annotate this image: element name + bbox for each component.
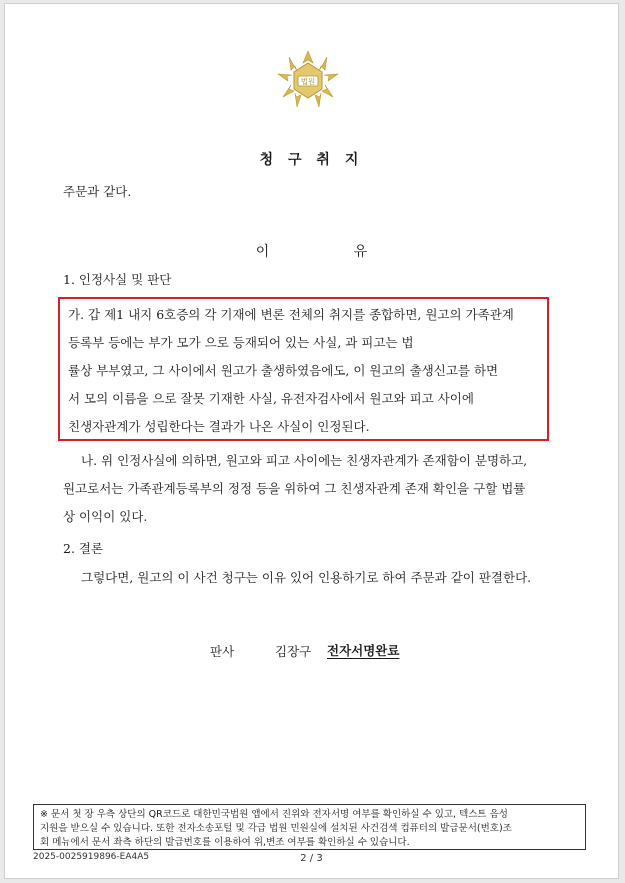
section-2-title: 2. 결론 — [63, 541, 104, 556]
highlighted-line: 등록부 등에는 부가 모가 으로 등재되어 있는 사실, 과 피고는 법 — [68, 335, 414, 350]
body-line: 상 이익이 있다. — [63, 509, 148, 524]
body-line: 나. 위 인정사실에 의하면, 원고와 피고 사이에는 친생자관계가 존재함이 분명하고, — [81, 453, 528, 468]
body-line: 원고로서는 가족관계등록부의 정정 등을 위하여 그 친생자관계 존재 확인을 구할 법률 — [63, 481, 526, 496]
e-signature-status: 전자서명완료 — [327, 643, 400, 658]
highlighted-line: 서 모의 이름을 으로 잘못 기재한 사실, 유전자검사에서 원고와 피고 사이에 — [68, 391, 474, 406]
court-emblem-icon — [275, 49, 341, 111]
judge-name: 김장구 — [275, 644, 312, 659]
conclusion-text: 그렇다면, 원고의 이 사건 청구는 이유 있어 인용하기로 하여 주문과 같이 판결한다. — [81, 570, 532, 585]
claim-text: 주문과 같다. — [63, 184, 132, 199]
page-number: 2 / 3 — [300, 853, 323, 864]
highlighted-line: 가. 갑 제1 내지 6호증의 각 기재에 변론 전체의 취지를 종합하면, 원고의 가족관계 — [68, 307, 514, 322]
verification-notice — [33, 804, 586, 850]
section-1-title: 1. 인정사실 및 판단 — [63, 272, 172, 287]
reasons-title: 이 유 — [255, 244, 408, 260]
claim-title: 청 구 취 지 — [259, 152, 364, 168]
highlighted-line: 률상 부부였고, 그 사이에서 원고가 출생하였음에도, 이 원고의 출생신고를 하면 — [68, 363, 499, 378]
highlight-box — [58, 297, 549, 441]
notice-line: 회 메뉴에서 문서 좌측 하단의 발급번호를 이용하여 위,변조 여부를 확인하실 수 있습니다. — [40, 837, 410, 848]
judge-role: 판사 — [210, 644, 235, 659]
document-issue-number: 2025-0025919896-EA4A5 — [33, 852, 150, 862]
highlighted-line: 친생자관계가 성립한다는 결과가 나온 사실이 인정된다. — [68, 419, 370, 434]
notice-line: ※ 문서 첫 장 우측 상단의 QR코드로 대한민국법원 앱에서 진위와 전자서명 여부를 확인하실 수 있고, 텍스트 음성 — [40, 809, 508, 820]
notice-line: 지원을 받으실 수 있습니다. 또한 전자소송포털 및 각급 법원 민원실에 설치된 사건검색 컴퓨터의 발급문서(번호)조 — [40, 823, 512, 834]
emblem-label: 법원 — [300, 77, 316, 86]
document-page — [4, 3, 619, 879]
